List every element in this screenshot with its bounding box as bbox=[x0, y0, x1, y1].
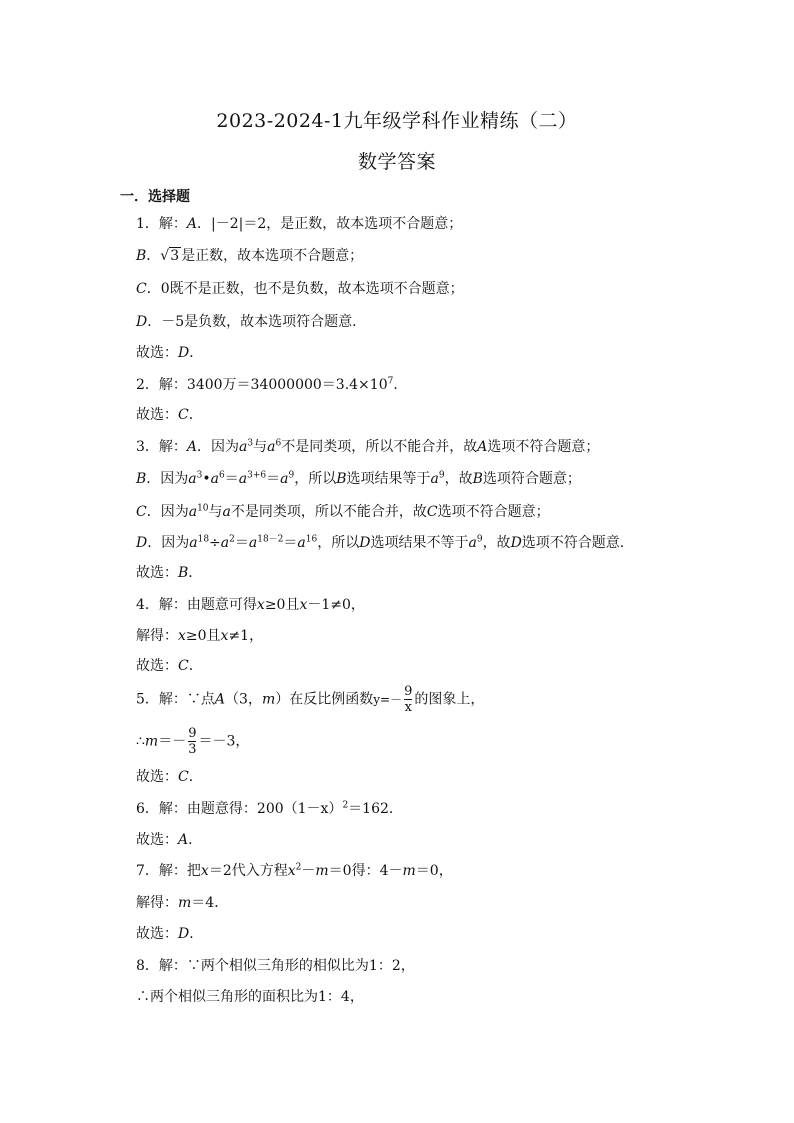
exponent: 2 bbox=[229, 534, 235, 545]
variable: x bbox=[287, 863, 296, 879]
q3-option: D bbox=[510, 535, 522, 551]
q1-text: ． bbox=[146, 248, 161, 264]
q5-text: ＝－ bbox=[158, 733, 187, 750]
answer-end: ． bbox=[188, 769, 203, 785]
q3-text: ．因为 bbox=[197, 439, 240, 455]
q1-text: 1．解： bbox=[136, 216, 187, 232]
q2-text: 2．解：3400万＝34000000＝3.4×10 bbox=[136, 377, 388, 393]
section-heading: 一．选择题 bbox=[120, 189, 190, 205]
q3-option: B bbox=[472, 471, 483, 487]
q1-line-1 bbox=[136, 214, 462, 234]
q1-option: B bbox=[136, 248, 147, 264]
exponent: 6 bbox=[219, 470, 225, 481]
q3-option: A bbox=[186, 439, 198, 455]
q4-text: 4．解：由题意可得 bbox=[136, 597, 257, 613]
q7-line-1 bbox=[136, 861, 453, 881]
variable: a bbox=[239, 439, 248, 455]
q3-text: ＝ bbox=[283, 535, 298, 551]
q8-line-2: ∴两个相似三角形的面积比为1：4， bbox=[136, 989, 364, 1005]
q1-text: ．0既不是正数，也不是负数，故本选项不合题意； bbox=[146, 281, 464, 297]
q1-text: ．－5是负数，故本选项符合题意． bbox=[147, 314, 367, 330]
answer-end: ． bbox=[188, 832, 203, 848]
exponent: 9 bbox=[438, 470, 445, 481]
q7-text: ＝0得：4－ bbox=[328, 863, 403, 879]
q2-answer bbox=[136, 405, 203, 425]
q3-text: 与 bbox=[208, 504, 223, 520]
q6-text: 6．解：由题意得：200（1－x） bbox=[136, 801, 343, 817]
variable: m bbox=[144, 733, 159, 750]
answer-label: 故选： bbox=[136, 926, 178, 942]
variable: a bbox=[297, 535, 306, 551]
variable: a bbox=[280, 471, 289, 487]
q3-text: • bbox=[202, 471, 211, 487]
exponent: 2 bbox=[295, 862, 302, 873]
denominator: 3 bbox=[188, 742, 197, 757]
q7-answer bbox=[136, 924, 203, 944]
answer-choice: D bbox=[178, 926, 190, 942]
q3-text: 选项不符合题意； bbox=[487, 439, 600, 455]
q5-line-1 bbox=[136, 684, 484, 715]
q3-answer bbox=[136, 563, 202, 583]
q6-answer bbox=[136, 830, 202, 850]
q1-text: ．|－2|＝2，是正数，故本选项不合题意； bbox=[197, 216, 463, 232]
q1-answer bbox=[136, 343, 203, 363]
q1-line-2 bbox=[136, 246, 363, 266]
variable: a bbox=[189, 535, 198, 551]
variable: m bbox=[315, 863, 329, 879]
exponent: 3 bbox=[196, 470, 203, 481]
q3-option: C bbox=[426, 504, 438, 520]
q1-line-4 bbox=[136, 312, 366, 332]
q2-text: ． bbox=[393, 377, 408, 393]
q3-text: 不是同类项，所以不能合并，故 bbox=[230, 504, 427, 520]
q3-text: ＝ bbox=[234, 535, 249, 551]
variable: a bbox=[468, 535, 477, 551]
q2-line-1 bbox=[136, 375, 407, 395]
q3-line-3 bbox=[136, 502, 550, 522]
q3-text: ÷ bbox=[209, 535, 221, 551]
variable: m bbox=[178, 895, 192, 911]
q5-text: ）在反比例函数 bbox=[275, 691, 374, 708]
answer-label: 故选： bbox=[136, 658, 178, 674]
q5-text: 5．解：∵点 bbox=[136, 691, 215, 708]
q5-text: （3， bbox=[225, 691, 262, 708]
exponent: 10 bbox=[197, 503, 209, 514]
answer-choice: D bbox=[178, 345, 190, 361]
answer-label: 故选： bbox=[136, 832, 178, 848]
point-label: A bbox=[214, 691, 226, 708]
variable: a bbox=[238, 471, 248, 487]
q1-option: D bbox=[136, 314, 148, 330]
answer-label: 故选： bbox=[136, 769, 178, 785]
q3-option: B bbox=[336, 471, 347, 487]
q3-text: ＝ bbox=[224, 471, 239, 487]
variable: x bbox=[200, 863, 209, 879]
q3-text: 选项不符合题意． bbox=[521, 535, 634, 551]
answer-end: ． bbox=[188, 565, 203, 581]
document-title: 2023-2024-1九年级学科作业精练（二） bbox=[216, 110, 578, 132]
variable: a bbox=[430, 471, 439, 487]
q3-text: 不是同类项，所以不能合并，故 bbox=[281, 439, 478, 455]
q3-line-1 bbox=[136, 437, 599, 457]
exponent: 9 bbox=[476, 534, 483, 545]
q3-text: 选项结果不等于 bbox=[370, 535, 469, 551]
q5-answer bbox=[136, 767, 203, 787]
exponent: 18－2 bbox=[257, 534, 284, 545]
q5-text: ＝－3， bbox=[198, 733, 250, 750]
q3-text: 选项符合题意； bbox=[482, 471, 581, 487]
q6-text: ＝162． bbox=[348, 801, 403, 817]
q3-option: D bbox=[136, 535, 148, 551]
q4-text: ≥0且 bbox=[185, 628, 221, 644]
q3-text: ，故 bbox=[482, 535, 511, 551]
q4-line-2 bbox=[136, 626, 263, 646]
exponent: 2 bbox=[342, 800, 349, 811]
sqrt-symbol: √ bbox=[160, 248, 170, 264]
q4-answer bbox=[136, 656, 203, 676]
q3-text: 3．解： bbox=[136, 439, 187, 455]
answer-label: 故选： bbox=[136, 565, 178, 581]
q3-text: ．因为 bbox=[146, 471, 189, 487]
q7-text: － bbox=[301, 863, 316, 879]
exponent: 7 bbox=[387, 376, 394, 387]
variable: a bbox=[267, 439, 276, 455]
document-subtitle: 数学答案 bbox=[357, 151, 436, 173]
q5-text: 的图象上， bbox=[414, 691, 485, 708]
answer-label: 故选： bbox=[136, 407, 178, 423]
q3-text: ，所以 bbox=[294, 471, 337, 487]
variable: a bbox=[188, 504, 198, 520]
q7-text: ＝0， bbox=[415, 863, 453, 879]
exponent: 6 bbox=[275, 438, 282, 449]
q1-line-3 bbox=[136, 279, 464, 299]
answer-end: ． bbox=[189, 926, 204, 942]
q1-option: C bbox=[136, 281, 147, 297]
q6-line-1 bbox=[136, 799, 403, 819]
q3-text: ．因为 bbox=[146, 504, 189, 520]
exponent: 3 bbox=[247, 438, 254, 449]
variable: a bbox=[248, 535, 258, 551]
q4-line-1 bbox=[136, 595, 365, 615]
answer-choice: A bbox=[178, 832, 189, 848]
variable: x bbox=[178, 628, 186, 644]
q8-line-1: 8．解：∵两个相似三角形的相似比为1：2， bbox=[136, 958, 415, 974]
variable: x bbox=[256, 597, 265, 613]
answer-choice: B bbox=[178, 565, 189, 581]
q3-text: ＝ bbox=[266, 471, 281, 487]
q7-text: ＝2代入方程 bbox=[208, 863, 288, 879]
answer-choice: C bbox=[178, 769, 189, 785]
q1-option: A bbox=[186, 216, 198, 232]
exponent: 16 bbox=[305, 534, 318, 545]
q3-text: ，故 bbox=[444, 471, 473, 487]
variable: m bbox=[261, 691, 276, 708]
q3-text: 选项不符合题意； bbox=[437, 504, 550, 520]
q3-option: D bbox=[359, 535, 371, 551]
answer-label: 故选： bbox=[136, 345, 178, 361]
q3-text: ．因为 bbox=[147, 535, 190, 551]
q7-text: 解得： bbox=[136, 895, 178, 911]
answer-choice: C bbox=[178, 407, 189, 423]
q4-text: 解得： bbox=[136, 628, 178, 644]
denominator: x bbox=[404, 700, 412, 715]
variable: a bbox=[188, 471, 197, 487]
q1-text: 是正数，故本选项不合题意； bbox=[181, 248, 364, 264]
q3-text: 选项结果等于 bbox=[346, 471, 431, 487]
q3-option: C bbox=[136, 504, 147, 520]
q5-line-2 bbox=[136, 726, 249, 757]
fraction-9-over-x bbox=[404, 684, 412, 715]
q3-option: B bbox=[136, 471, 147, 487]
q7-text: ＝4． bbox=[191, 895, 229, 911]
variable: a bbox=[220, 535, 230, 551]
exponent: 9 bbox=[288, 470, 295, 481]
exponent: 3+6 bbox=[247, 470, 267, 481]
q7-text: 7．解：把 bbox=[136, 863, 201, 879]
q4-text: ≠1， bbox=[228, 628, 264, 644]
variable: a bbox=[210, 471, 220, 487]
q3-text: ，所以 bbox=[317, 535, 360, 551]
q3-line-4 bbox=[136, 533, 634, 553]
variable: m bbox=[402, 863, 416, 879]
answer-end: ． bbox=[189, 345, 204, 361]
exponent: 18 bbox=[197, 534, 210, 545]
q3-text: 与 bbox=[253, 439, 268, 455]
q4-text: －1≠0， bbox=[307, 597, 365, 613]
variable: a bbox=[222, 504, 231, 520]
q5-text: ∴ bbox=[136, 733, 145, 750]
q4-text: ≥0且 bbox=[264, 597, 300, 613]
variable: x bbox=[299, 597, 308, 613]
answer-end: ． bbox=[188, 658, 203, 674]
sqrt-radicand: 3 bbox=[170, 248, 180, 264]
q3-option: A bbox=[477, 439, 488, 455]
function-lhs: y=－ bbox=[373, 692, 403, 707]
answer-choice: C bbox=[178, 658, 189, 674]
q3-line-2 bbox=[136, 469, 581, 489]
q7-line-2 bbox=[136, 893, 228, 913]
numerator: 9 bbox=[404, 684, 413, 699]
variable: x bbox=[220, 628, 229, 644]
numerator: 9 bbox=[188, 726, 197, 741]
answer-end: ． bbox=[188, 407, 203, 423]
fraction-9-over-3 bbox=[188, 726, 196, 757]
